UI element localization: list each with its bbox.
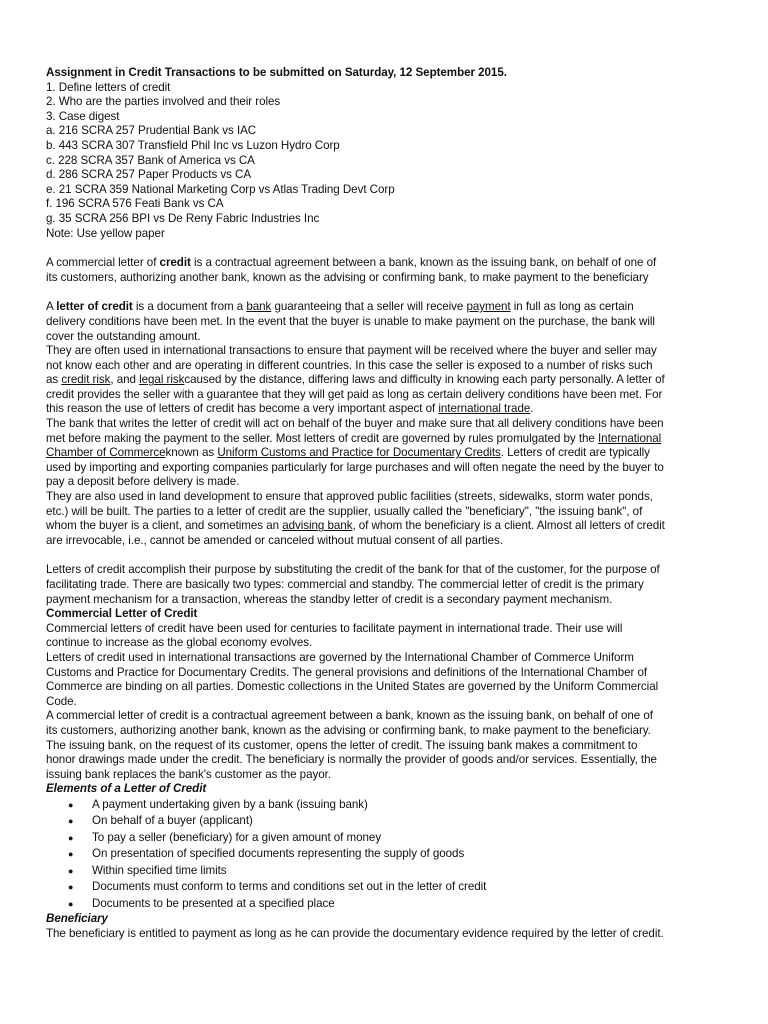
bullet-icon: ●: [68, 898, 74, 909]
bullet-icon: ●: [68, 832, 74, 843]
section-heading: Commercial Letter of Credit: [46, 607, 198, 621]
list-item: ● Documents to be presented at a specified place: [46, 896, 722, 913]
elements-section: [46, 782, 722, 912]
bullet-icon: ●: [68, 882, 74, 893]
paragraph-line: They are often used in international transactions to ensure that payment will be received where the buyer and seller may: [46, 344, 657, 358]
assignment-note: Note: Use yellow paper: [46, 226, 165, 240]
paragraph-line: The issuing bank, on the request of its customer, opens the letter of credit. The issuing bank makes a commitment to: [46, 738, 638, 752]
case-item: f. 196 SCRA 576 Feati Bank vs CA: [46, 197, 224, 211]
paragraph-line: A letter of credit is a document from a bank guaranteeing that a seller will receive payment in full as long as certain: [46, 300, 634, 314]
assignment-item: 3. Case digest: [46, 109, 120, 123]
paragraph-line: The bank that writes the letter of credit will act on behalf of the buyer and make sure that all delivery conditions have been: [46, 417, 664, 431]
bold-term: credit: [159, 256, 191, 270]
paragraph-line: Commercial letters of credit have been used for centuries to facilitate payment in international trade. Their use will: [46, 621, 623, 635]
link-chamber-of-commerce[interactable]: Chamber of Commerce: [46, 446, 166, 460]
beneficiary-section: [46, 912, 722, 941]
paragraph-line: issuing bank replaces the bank's customer as the payor.: [46, 767, 331, 781]
paragraph-line: met before making the payment to the seller. Most letters of credit are governed by rules promulgated by the International: [46, 431, 662, 445]
link-legal-risk[interactable]: legal risk: [139, 373, 185, 387]
link-advising-bank[interactable]: advising bank: [282, 519, 353, 533]
paragraph-line: whom the buyer is a client, and sometimes an advising bank, of whom the beneficiary is a client. Almost all letters of credit: [46, 519, 665, 533]
list-item: ● To pay a seller (beneficiary) for a given amount of money: [46, 830, 722, 847]
case-item: c. 228 SCRA 357 Bank of America vs CA: [46, 153, 255, 167]
link-bank[interactable]: bank: [246, 300, 272, 314]
list-item: ● Documents must conform to terms and conditions set out in the letter of credit: [46, 879, 722, 896]
paragraph-line: Letters of credit accomplish their purpose by substituting the credit of the bank for that of the customer, for the purpose of: [46, 563, 660, 577]
bullet-icon: ●: [68, 849, 74, 860]
case-item: a. 216 SCRA 257 Prudential Bank vs IAC: [46, 124, 257, 138]
case-item: e. 21 SCRA 359 National Marketing Corp vs Atlas Trading Devt Corp: [46, 182, 395, 196]
paragraph-line: cover the outstanding amount.: [46, 329, 201, 343]
purpose-paragraph: [46, 563, 722, 607]
letter-of-credit-paragraph: [46, 300, 722, 548]
paragraph-line: continue to increase as the global economy evolves.: [46, 636, 313, 650]
paragraph-line: delivery conditions have been met. In the event that the buyer is unable to make payment on the purchase, the bank will: [46, 314, 655, 328]
paragraph-line: facilitating trade. There are basically two types: commercial and standby. The commercial letter of credit is the primary: [46, 578, 644, 591]
paragraph-line: Chamber of Commerceknown as Uniform Customs and Practice for Documentary Credits. Letters of credit are typically: [46, 446, 650, 460]
assignment-block: [46, 66, 722, 241]
list-item: ● On behalf of a buyer (applicant): [46, 813, 722, 830]
commercial-section: [46, 607, 722, 782]
section-heading: Elements of a Letter of Credit: [46, 782, 207, 796]
case-item: b. 443 SCRA 307 Transfield Phil Inc vs Luzon Hydro Corp: [46, 138, 340, 152]
paragraph-line: Commerce are binding on all parties. Domestic collections in the United States are governed by the Uniform Commercial: [46, 680, 659, 694]
list-item: ● Within specified time limits: [46, 863, 722, 880]
paragraph-line: Letters of credit used in international transactions are governed by the International Chamber of Commerce Uniform: [46, 650, 634, 664]
paragraph-line: as credit risk, and legal riskcaused by the distance, differing laws and difficulty in knowing each party personally. A letter of: [46, 373, 665, 387]
paragraph-line: not know each other and are operating in different countries. In this case the seller is exposed to a number of risks such: [46, 358, 653, 372]
link-ucp[interactable]: Uniform Customs and Practice for Documentary Credits: [217, 446, 501, 460]
paragraph-line: credit provides the seller with a guarantee that they will get paid as long as certain delivery conditions have been met. For: [46, 387, 663, 401]
bullet-icon: ●: [68, 865, 74, 876]
bullet-icon: ●: [68, 799, 74, 810]
link-payment[interactable]: payment: [466, 300, 511, 314]
case-item: g. 35 SCRA 256 BPI vs De Reny Fabric Industries Inc: [46, 211, 320, 225]
commercial-definition-paragraph: [46, 256, 722, 285]
bold-term: letter of credit: [56, 300, 133, 314]
case-item: d. 286 SCRA 257 Paper Products vs CA: [46, 168, 252, 182]
paragraph-line: are irrevocable, i.e., cannot be amended or canceled without mutual consent of all parties.: [46, 533, 503, 547]
paragraph-line: Customs and Practice for Documentary Credits. The general provisions and definitions of the International Chamber of: [46, 665, 648, 679]
paragraph-line: used by importing and exporting companies particularly for large purchases and will often negate the need by the buyer to: [46, 460, 664, 474]
paragraph-line: pay a deposit before delivery is made.: [46, 475, 240, 489]
link-credit-risk[interactable]: credit risk: [61, 373, 111, 387]
section-heading: Beneficiary: [46, 912, 108, 926]
list-item: ● A payment undertaking given by a bank (issuing bank): [46, 797, 722, 814]
assignment-item: 1. Define letters of credit: [46, 80, 171, 94]
paragraph-line: honor drawings made under the credit. The beneficiary is normally the provider of goods and/or services. Essentially, the: [46, 753, 657, 767]
paragraph-line: this reason the use of letters of credit has become a very important aspect of international trade.: [46, 402, 534, 416]
paragraph-line: payment mechanism for a transaction, whereas the standby letter of credit is a secondary payment mechanism.: [46, 592, 613, 606]
paragraph-line: The beneficiary is entitled to payment as long as he can provide the documentary evidence required by the letter of credit.: [46, 927, 664, 940]
paragraph-line: A commercial letter of credit is a contractual agreement between a bank, known as the issuing bank, on behalf of one of: [46, 256, 657, 270]
link-international-trade[interactable]: international trade: [438, 402, 531, 416]
elements-list: [46, 797, 722, 913]
bullet-icon: ●: [68, 816, 74, 827]
assignment-item: 2. Who are the parties involved and their roles: [46, 95, 281, 109]
assignment-title: Assignment in Credit Transactions to be submitted on Saturday, 12 September 2015.: [46, 66, 507, 79]
paragraph-line: They are also used in land development to ensure that approved public facilities (streets, sidewalks, storm water ponds,: [46, 490, 653, 504]
paragraph-line: A commercial letter of credit is a contractual agreement between a bank, known as the issuing bank, on behalf of one of: [46, 709, 653, 723]
paragraph-line: its customers, authorizing another bank, known as the advising or confirming bank, to make payment to the beneficiary.: [46, 723, 651, 737]
paragraph-line: etc.) will be built. The parties to a letter of credit are the supplier, usually called the "beneficiary", "the issuing bank", of: [46, 504, 643, 518]
list-item: ● On presentation of specified documents representing the supply of goods: [46, 846, 722, 863]
link-international[interactable]: International: [598, 431, 662, 445]
paragraph-line: Code.: [46, 694, 77, 708]
paragraph-line: its customers, authorizing another bank, known as the advising or confirming bank, to make payment to the beneficiary: [46, 270, 649, 284]
